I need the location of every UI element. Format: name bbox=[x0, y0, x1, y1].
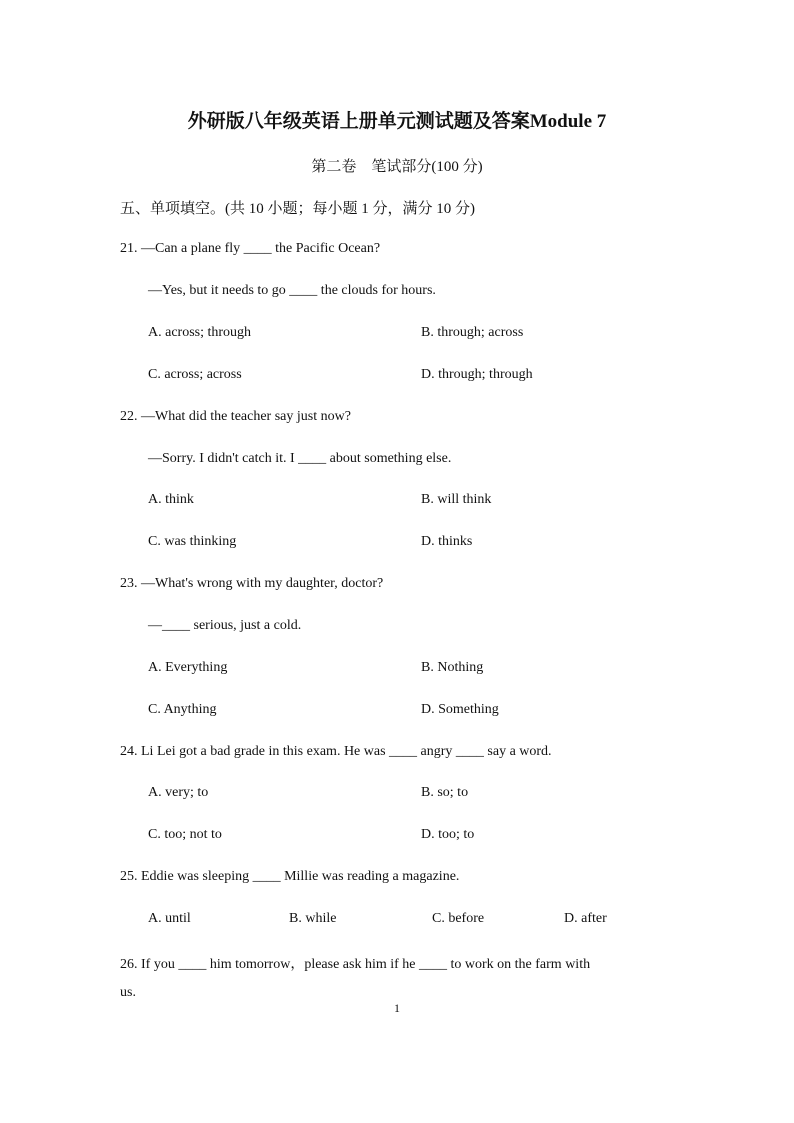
question-23-option-b: B. Nothing bbox=[421, 660, 484, 675]
question-24-option-c: C. too; not to bbox=[148, 827, 222, 842]
question-22-stem: 22. —What did the teacher say just now? bbox=[120, 409, 351, 424]
question-23-stem: 23. —What's wrong with my daughter, doctor? bbox=[120, 576, 384, 591]
question-22-option-c: C. was thinking bbox=[148, 534, 237, 549]
question-24-stem: 24. Li Lei got a bad grade in this exam. He was ____ angry ____ say a word. bbox=[120, 744, 552, 759]
question-25-option-c: C. before bbox=[432, 911, 485, 926]
page-number: 1 bbox=[394, 1001, 400, 1015]
question-25-option-d: D. after bbox=[564, 911, 607, 926]
question-23-option-c: C. Anything bbox=[148, 702, 217, 717]
question-25-option-a: A. until bbox=[148, 911, 191, 926]
question-21-option-d: D. through; through bbox=[421, 367, 533, 382]
document-subtitle: 第二卷 笔试部分(100 分) bbox=[311, 159, 483, 175]
question-22-reply: —Sorry. I didn't catch it. I ____ about something else. bbox=[148, 451, 452, 466]
question-23-reply: —____ serious, just a cold. bbox=[148, 618, 302, 633]
question-21-option-c: C. across; across bbox=[148, 367, 242, 382]
question-24-option-d: D. too; to bbox=[421, 827, 475, 842]
question-21-reply: —Yes, but it needs to go ____ the clouds for hours. bbox=[148, 283, 436, 298]
document-title: 外研版八年级英语上册单元测试题及答案Module 7 bbox=[187, 111, 607, 132]
question-21-option-a: A. across; through bbox=[148, 325, 252, 340]
question-22-option-d: D. thinks bbox=[421, 534, 473, 549]
section-heading: 五、单项填空。(共 10 小题；每小题 1 分，满分 10 分) bbox=[120, 201, 475, 217]
question-26-stem: 26. If you ____ him tomorrow，please ask him if he ____ to work on the farm with bbox=[120, 957, 591, 972]
question-23-option-a: A. Everything bbox=[148, 660, 228, 675]
question-22-option-b: B. will think bbox=[421, 492, 492, 507]
question-21-stem: 21. —Can a plane fly ____ the Pacific Ocean? bbox=[120, 241, 381, 256]
question-25-option-b: B. while bbox=[289, 911, 337, 926]
question-26-continuation: us. bbox=[120, 985, 136, 1000]
question-25-stem: 25. Eddie was sleeping ____ Millie was reading a magazine. bbox=[120, 869, 460, 884]
question-23-option-d: D. Something bbox=[421, 702, 499, 717]
question-22-option-a: A. think bbox=[148, 492, 194, 507]
question-24-option-b: B. so; to bbox=[421, 785, 469, 800]
question-24-option-a: A. very; to bbox=[148, 785, 209, 800]
question-21-option-b: B. through; across bbox=[421, 325, 524, 340]
